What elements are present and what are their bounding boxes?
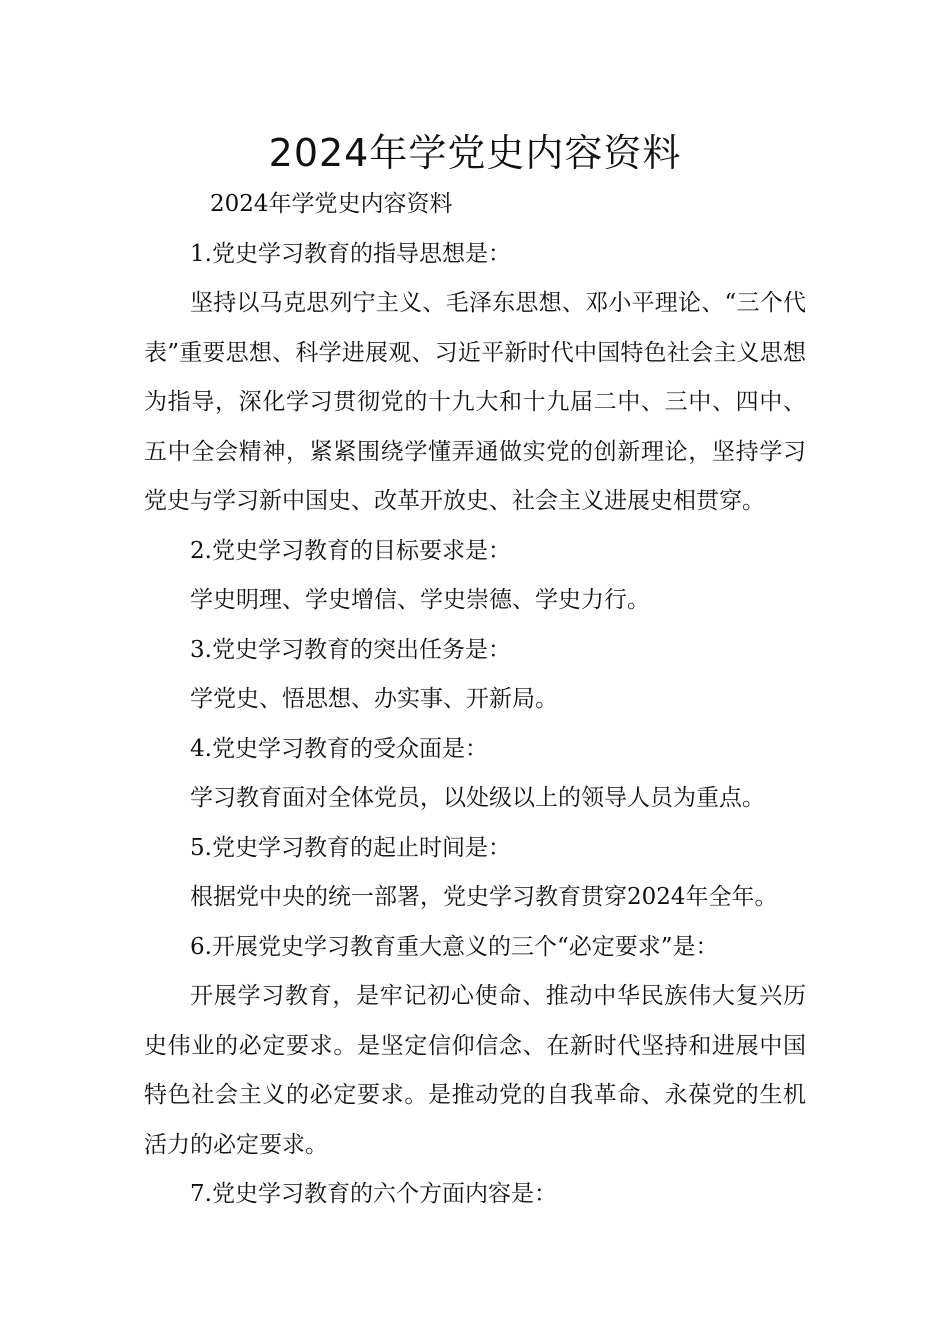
section-2-heading: 2.党史学习教育的目标要求是： — [190, 537, 511, 564]
section-1-content: 坚持以马克思列宁主义、毛泽东思想、邓小平理论、“三个代表”重要思想、科学进展观、习近平新时代中国特色社会主义思想为指导，深化学习贯彻党的十九大和十九届二中、三中、四中、五中全会精神，紧紧围绕学懂弄通做实党的创新理论，坚持学习党史与学习新中国史、改革开放史、社会主义进展史相贯穿。 — [144, 290, 806, 514]
section-2-content: 学史明理、学史增信、学史崇德、学史力行。 — [190, 587, 650, 613]
section-4-heading: 4.党史学习教育的受众面是： — [190, 735, 488, 762]
section-5-heading: 5.党史学习教育的起止时间是： — [190, 834, 511, 861]
section-7-heading: 7.党史学习教育的六个方面内容是： — [190, 1181, 557, 1207]
page-title: 2024年学党史内容资料 — [268, 131, 682, 175]
section-3-heading: 3.党史学习教育的突出任务是： — [190, 636, 511, 663]
section-6-content: 开展学习教育，是牢记初心使命、推动中华民族伟大复兴历史伟业的必定要求。是坚定信仰信念、在新时代坚持和进展中国特色社会主义的必定要求。是推动党的自我革命、永葆党的生机活力的必定要求。 — [144, 983, 806, 1158]
document-body — [144, 180, 806, 1220]
section-3-content: 学党史、悟思想、办实事、开新局。 — [190, 686, 558, 712]
section-5-content: 根据党中央的统一部署，党史学习教育贯穿2024年全年。 — [190, 884, 778, 910]
section-1-heading: 1.党史学习教育的指导思想是： — [190, 240, 511, 267]
section-6-heading: 6.开展党史学习教育重大意义的三个“必定要求”是： — [190, 933, 719, 960]
document-subtitle: 2024年学党史内容资料 — [210, 191, 453, 217]
section-4-content: 学习教育面对全体党员，以处级以上的领导人员为重点。 — [190, 785, 765, 811]
